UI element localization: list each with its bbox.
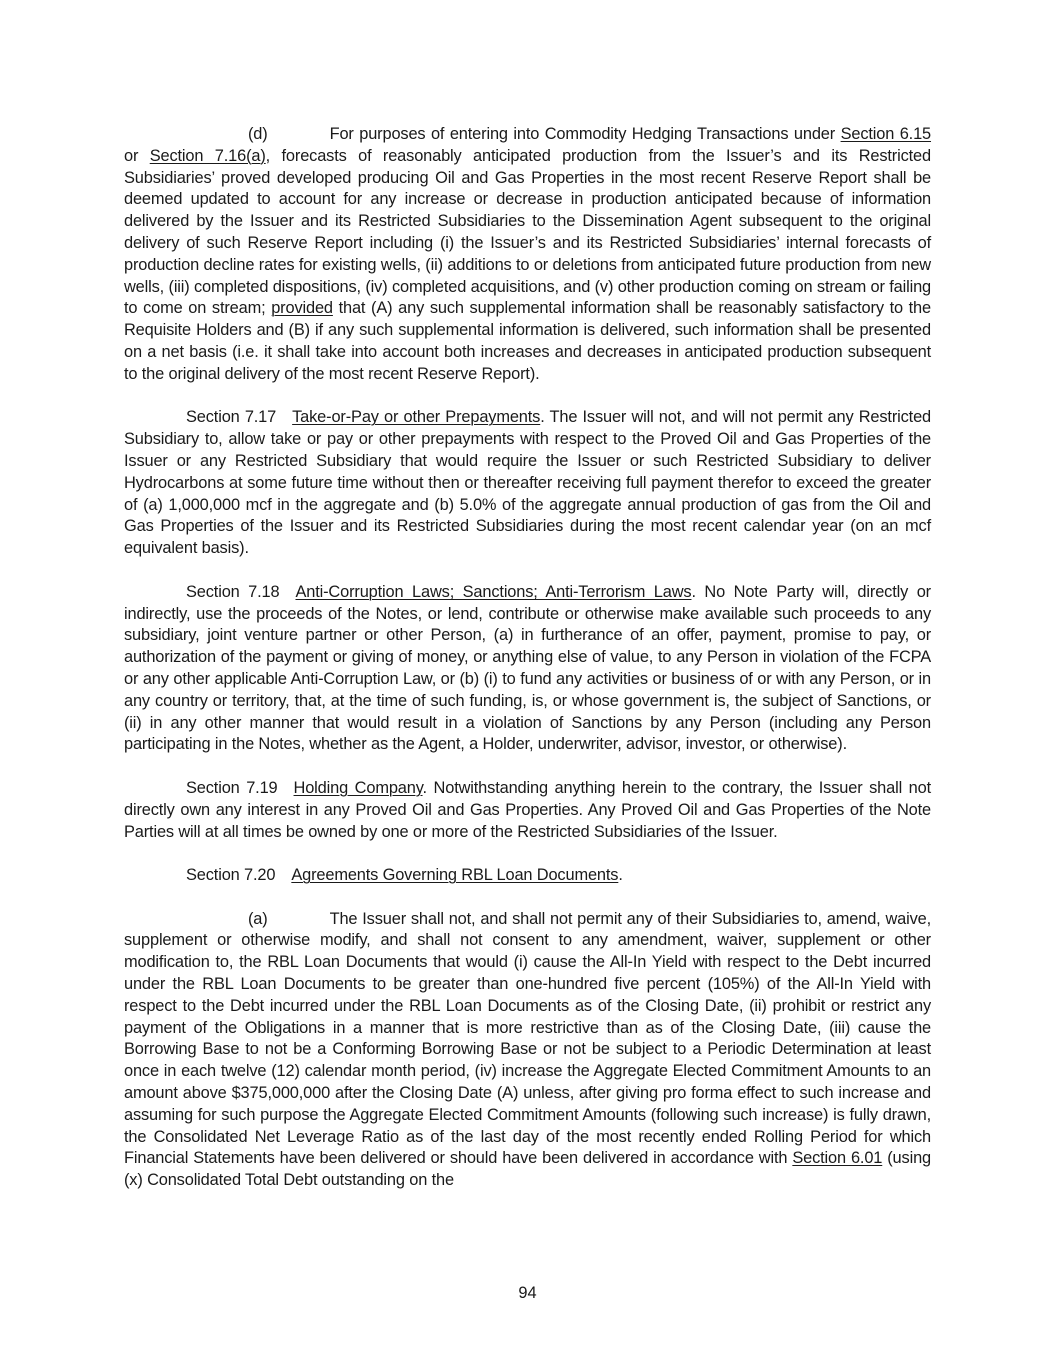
paragraph-text: or (124, 146, 150, 165)
section-7-20 (124, 865, 931, 887)
paragraph-text: that (A) any such supplemental information shall be reasonably satisfactory to the Requisite Holders and (B) if any such supplemental information is delivered, such information shall be presented on a net basis (i.e. it shall take into account both increases and decreases in anticipated production subsequent to the original delivery of the most recent Reserve Report). (124, 299, 931, 383)
page-body (124, 124, 931, 1214)
paragraph-label: (d) (248, 125, 268, 143)
paragraph-a (124, 909, 931, 1192)
section-number: Section 7.17 (186, 408, 277, 427)
section-7-17 (124, 407, 931, 560)
cross-reference: Section 6.15 (840, 125, 932, 143)
section-body: . (618, 866, 623, 885)
paragraph-text: (using (x) Consolidated Total Debt outstanding on the (124, 1149, 931, 1190)
section-7-18 (124, 582, 931, 756)
cross-reference: Section 6.01 (792, 1149, 883, 1168)
section-title: Agreements Governing RBL Loan Documents (291, 866, 619, 885)
paragraph-text: For purposes of entering into Commodity Hedging Transactions under (329, 125, 841, 143)
section-title: Take-or-Pay or other Prepayments (292, 408, 541, 427)
section-number: Section 7.18 (186, 582, 280, 601)
paragraph-text: , forecasts of reasonably anticipated production from the Issuer’s and its Restricted Subsidiaries’ proved developed producing Oil and Gas Properties in the most recent Reserve Report shall be deemed updated to account for any increase or decrease in production anticipated because of information delivered by the Issuer and its Restricted Subsidiaries to the Dissemination Agent subsequent to the original delivery of such Reserve Report including (i) the Issuer’s and its Restricted Subsidiaries’ internal forecasts of production decline rates for existing wells, (ii) additions to or deletions from anticipated future production from new wells, (iii) completed dispositions, (iv) completed acquisitions, and (v) other production coming on stream or failing to come on stream; (124, 146, 931, 318)
paragraph-label: (a) (248, 909, 268, 928)
section-number: Section 7.20 (186, 866, 276, 885)
paragraph-text: The Issuer shall not, and shall not permit any of their Subsidiaries to, amend, waive, supplement or otherwise modify, and shall not consent to any amendment, waiver, supplement or other modification to, the RBL Loan Documents that would (i) cause the All-In Yield with respect to the Debt incurred under the RBL Loan Documents to be greater than one-hundred five percent (105%) of the All-In Yield with respect to the Debt incurred under the RBL Loan Documents as of the Closing Date, (ii) prohibit or restrict any payment of the Obligations in a manner that is more restrictive than as of the Closing Date, (iii) cause the Borrowing Base to not be a Conforming Borrowing Base or not be subject to a Periodic Determination at least once in each twelve (12) calendar month period, (iv) increase the Aggregate Elected Commitment Amounts to an amount above $375,000,000 after the Closing Date (A) unless, after giving pro forma effect to such increase and assuming for such purpose the Aggregate Elected Commitment Amounts (following such increase) is fully drawn, the Consolidated Net Leverage Ratio as of the last day of the most recently ended Rolling Period for which Financial Statements have been delivered or should have been delivered in accordance with (124, 909, 931, 1168)
section-7-19 (124, 778, 931, 843)
page-number: 94 (518, 1284, 537, 1302)
section-body: . The Issuer will not, and will not permit any Restricted Subsidiary to, allow take or pay or other prepayments with respect to the Proved Oil and Gas Properties of the Issuer or any Restricted Subsidiary that would require the Issuer or such Restricted Subsidiary to deliver Hydrocarbons at some future time without then or thereafter receiving full payment therefor to exceed the greater of (a) 1,000,000 mcf in the aggregate and (b) 5.0% of the aggregate annual production of gas from the Oil and Gas Properties of the Issuer and its Restricted Subsidiaries during the most recent calendar year (on an mcf equivalent basis). (124, 408, 931, 558)
section-number: Section 7.19 (186, 778, 278, 797)
paragraph-d (124, 124, 931, 386)
section-title: Holding Company (293, 778, 423, 797)
section-body: . Notwithstanding anything herein to the contrary, the Issuer shall not directly own any interest in any Proved Oil and Gas Properties. Any Proved Oil and Gas Properties of the Note Parties will at all times be owned by one or more of the Restricted Subsidiaries of the Issuer. (124, 778, 931, 841)
proviso-term: provided (271, 299, 333, 318)
section-title: Anti-Corruption Laws; Sanctions; Anti-Terrorism Laws (295, 582, 692, 601)
section-body: . No Note Party will, directly or indirectly, use the proceeds of the Notes, or lend, contribute or otherwise make available such proceeds to any subsidiary, joint venture partner or other Person, (a) in furtherance of an offer, payment, promise to pay, or authorization of the payment or giving of money, or anything else of value, to any Person in violation of the FCPA or any other applicable Anti-Corruption Law, or (b) (i) to fund any activities or business of or with any Person, or in any country or territory, that, at the time of such funding, is, or whose government is, the subject of Sanctions, or (ii) in any other manner that would result in a violation of Sanctions by any Person (including any Person participating in the Notes, whether as the Agent, a Holder, underwriter, advisor, investor, or otherwise). (124, 582, 931, 754)
cross-reference: Section 7.16(a) (149, 146, 266, 165)
